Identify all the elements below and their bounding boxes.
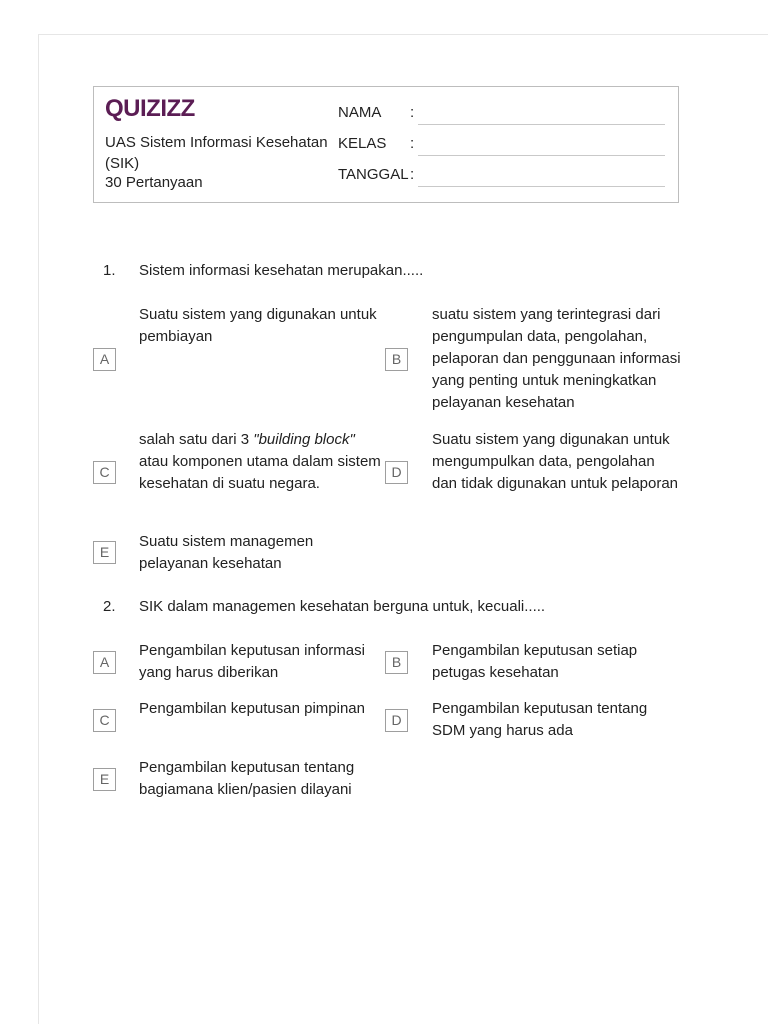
option-text: Pengambilan keputusan pimpinan: [139, 700, 365, 717]
option-letter-box[interactable]: E: [93, 541, 116, 564]
option-text: Pengambilan keputusan tentang SDM yang harus ada: [432, 700, 648, 739]
option-text: Pengambilan keputusan tentang bagiamana klien/pasien dilayani: [139, 759, 355, 798]
option-letter-box[interactable]: D: [385, 461, 408, 484]
question-text: Sistem informasi kesehatan merupakan.....: [139, 262, 424, 279]
date-field-line[interactable]: [418, 186, 665, 187]
option-letter-box[interactable]: B: [385, 651, 408, 674]
option-text: Pengambilan keputusan informasi yang harus diberikan: [139, 642, 365, 681]
quizizz-logo: [105, 94, 195, 122]
class-field-line[interactable]: [418, 155, 665, 156]
name-field-label: NAMA: [338, 104, 382, 121]
option-letter-box[interactable]: B: [385, 348, 408, 371]
option-letter-box[interactable]: C: [93, 461, 116, 484]
option-letter-box[interactable]: A: [93, 348, 116, 371]
quiz-title: UAS Sistem Informasi Kesehatan (SIK): [105, 134, 328, 172]
date-field-label: TANGGAL: [338, 166, 409, 183]
option-text: salah satu dari 3 "building block" atau komponen utama dalam sistem kesehatan di suatu negara.: [139, 431, 381, 492]
option-text: Suatu sistem managemen pelayanan kesehatan: [139, 533, 314, 572]
question-number: 2.: [103, 598, 116, 615]
class-field-colon: :: [410, 135, 415, 152]
question-number: 1.: [103, 262, 116, 279]
name-field-colon: :: [410, 104, 415, 121]
option-letter-box[interactable]: E: [93, 768, 116, 791]
option-text: suatu sistem yang terintegrasi dari pengumpulan data, pengolahan, pelaporan dan penggunaan informasi yang penting untuk meningkatkan pelayanan kesehatan: [432, 306, 681, 411]
option-letter-box[interactable]: D: [385, 709, 408, 732]
date-field-colon: :: [410, 166, 415, 183]
option-text: Suatu sistem yang digunakan untuk pembiayan: [139, 306, 377, 345]
svg-text:QUIZIZZ: QUIZIZZ: [105, 95, 195, 122]
option-text: Pengambilan keputusan setiap petugas kesehatan: [432, 642, 638, 681]
option-letter-box[interactable]: A: [93, 651, 116, 674]
option-letter-box[interactable]: C: [93, 709, 116, 732]
name-field-line[interactable]: [418, 124, 665, 125]
class-field-label: KELAS: [338, 135, 387, 152]
option-text: Suatu sistem yang digunakan untuk mengumpulkan data, pengolahan dan tidak digunakan untuk pelaporan: [432, 431, 679, 492]
question-count: 30 Pertanyaan: [105, 174, 203, 191]
question-text: SIK dalam managemen kesehatan berguna untuk, kecuali.....: [139, 598, 546, 615]
